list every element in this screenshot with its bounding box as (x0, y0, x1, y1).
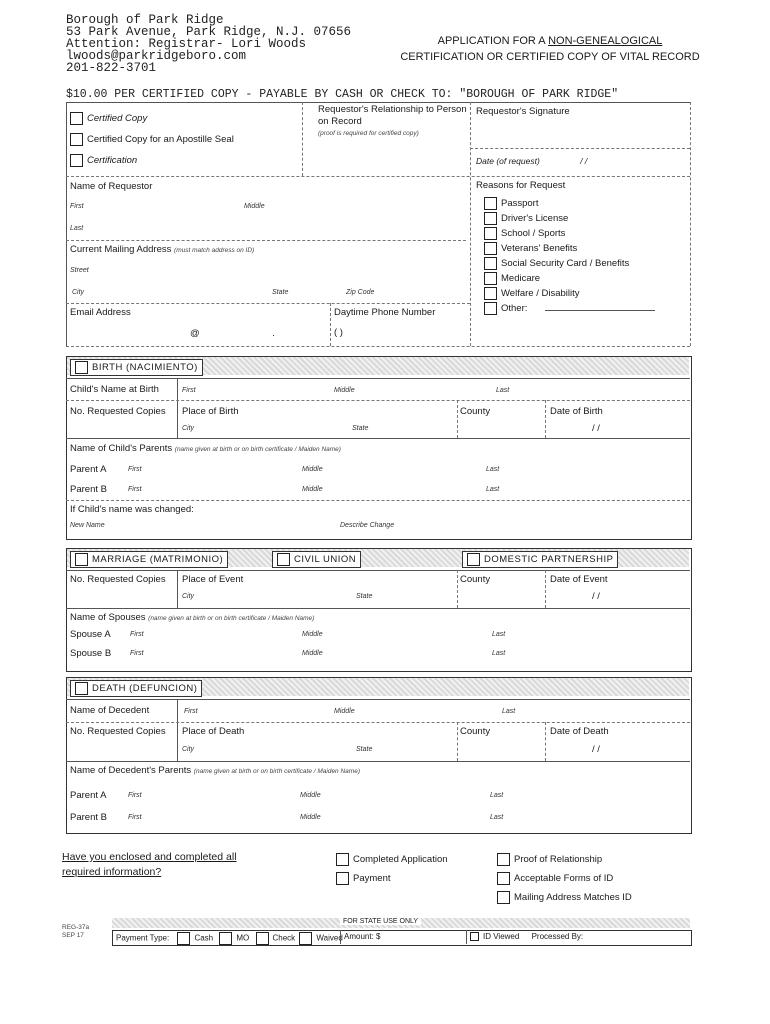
checklist-question: Have you enclosed and completed all required information? (62, 851, 237, 878)
state-use-label: FOR STATE USE ONLY (340, 918, 421, 925)
check-completed-application[interactable]: Completed Application (336, 850, 448, 869)
address-line: 201-822-3701 (66, 61, 157, 75)
reason-passport[interactable]: Passport (484, 196, 655, 211)
office-address (66, 14, 351, 74)
phone-field[interactable]: ( ) (334, 327, 343, 338)
requestor-name-label: Name of Requestor (70, 181, 153, 192)
check-proof-relationship[interactable]: Proof of Relationship (497, 850, 632, 869)
copy-type-certification[interactable]: Certification (70, 150, 234, 171)
reason-medicare[interactable]: Medicare (484, 271, 655, 286)
request-date-field[interactable]: Date (of request) / / (476, 156, 588, 166)
payment-row: Payment Type: Cash MO Check Waived (116, 932, 343, 945)
form-title-line2: CERTIFICATION OR CERTIFIED COPY OF VITAL RECORD (400, 51, 700, 63)
phone-label: Daytime Phone Number (334, 307, 436, 318)
marriage-band[interactable]: MARRIAGE (MATRIMONIO) (70, 551, 228, 568)
death-band[interactable]: DEATH (DEFUNCION) (70, 680, 202, 697)
check-payment[interactable]: Payment (336, 869, 448, 888)
checkbox[interactable] (75, 361, 88, 374)
checkbox[interactable] (70, 154, 83, 167)
address-line: Borough of Park Ridge (66, 13, 224, 27)
mailing-address-label: Current Mailing Address (must match address on ID) (70, 244, 255, 255)
reasons-label: Reasons for Request (476, 180, 566, 191)
reasons-list (484, 196, 655, 316)
reason-other[interactable]: Other: (484, 301, 655, 316)
copy-type-certified[interactable]: Certified Copy (70, 108, 234, 129)
copy-type-apostille[interactable]: Certified Copy for an Apostille Seal (70, 129, 234, 150)
checklist-right (497, 850, 632, 907)
decedent-parents-label: Name of Decedent's Parents (name given at birth or on birth certificate / Maiden Name) (70, 765, 360, 776)
email-label: Email Address (70, 307, 131, 318)
id-viewed-row: ID Viewed Processed By: (470, 932, 583, 941)
civil-union-band[interactable]: CIVIL UNION (272, 551, 361, 568)
check-acceptable-id[interactable]: Acceptable Forms of ID (497, 869, 632, 888)
signature-label: Requestor's Signature (476, 106, 570, 117)
reason-school-sports[interactable]: School / Sports (484, 226, 655, 241)
birth-parents-label: Name of Child's Parents (name given at birth or on birth certificate / Maiden Name) (70, 443, 341, 454)
death-section (66, 677, 692, 834)
checkbox[interactable] (70, 112, 83, 125)
address-line: Attention: Registrar- Lori Woods (66, 37, 307, 51)
form-title: APPLICATION FOR A NON-GENEALOGICAL CERTIFICATION OR CERTIFIED COPY OF VITAL RECORD (400, 35, 700, 63)
domestic-partnership-band[interactable]: DOMESTIC PARTNERSHIP (462, 551, 618, 568)
relationship-field[interactable]: Requestor's Relationship to Person on Record (proof is required for certified copy) (318, 104, 467, 137)
reason-drivers-license[interactable]: Driver's License (484, 211, 655, 226)
address-line: 53 Park Avenue, Park Ridge, N.J. 07656 (66, 25, 352, 39)
copy-type-options (70, 108, 234, 171)
reason-veterans[interactable]: Veterans' Benefits (484, 241, 655, 256)
birth-band[interactable]: BIRTH (NACIMIENTO) (70, 359, 203, 376)
spouses-label: Name of Spouses (name given at birth or on birth certificate / Maiden Name) (70, 612, 315, 623)
reason-social-security[interactable]: Social Security Card / Benefits (484, 256, 655, 271)
reason-welfare[interactable]: Welfare / Disability (484, 286, 655, 301)
address-line: lwoods@parkridgeboro.com (66, 49, 247, 63)
form-code: REG-37a SEP 17 (62, 924, 90, 939)
amount-field[interactable]: Amount: $ (344, 932, 381, 941)
check-address-matches[interactable]: Mailing Address Matches ID (497, 888, 632, 907)
email-field[interactable]: @ . (190, 328, 275, 339)
checklist-left (336, 850, 448, 888)
checkbox[interactable] (70, 133, 83, 146)
fee-line: $10.00 PER CERTIFIED COPY - PAYABLE BY CASH OR CHECK TO: "BOROUGH OF PARK RIDGE" (66, 88, 619, 101)
